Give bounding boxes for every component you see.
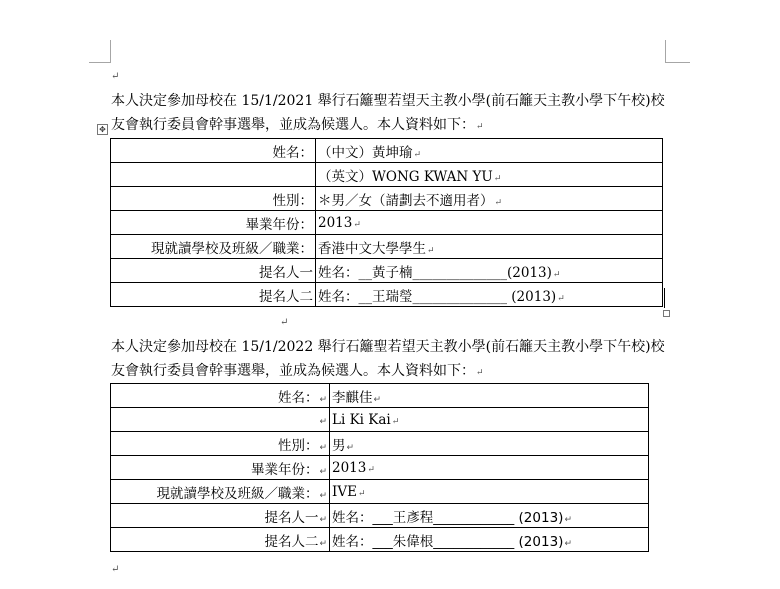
candidate-table-2022: [110, 383, 649, 552]
value-cell[interactable]: 男↵: [330, 432, 649, 456]
value-cell[interactable]: 香港中文大學學生↵: [316, 235, 663, 259]
value-cell[interactable]: 姓名：___王彥程____________ (2013)↵: [330, 504, 649, 528]
candidate-table-2021: [110, 138, 663, 307]
paragraph-mark: ↵: [476, 368, 484, 378]
table-resize-handle[interactable]: [663, 310, 670, 317]
table-row: [111, 139, 663, 163]
label-cell[interactable]: 畢業年份：: [111, 211, 316, 235]
label-cell[interactable]: 現就讀學校及班級／職業：: [111, 235, 316, 259]
value-cell[interactable]: IVE↵: [330, 480, 649, 504]
paragraph-mark: ↵: [111, 71, 120, 82]
value-cell[interactable]: （英文）WONG KWAN YU↵: [316, 163, 663, 187]
value-cell[interactable]: 姓名：___朱偉根____________ (2013)↵: [330, 528, 649, 552]
table-row: [111, 408, 649, 432]
paragraph-mark: ↵: [476, 122, 484, 132]
crop-mark-top-right: [665, 40, 690, 63]
crop-mark-top-left: [89, 40, 111, 63]
intro-text: 本人決定參加母校在 15/1/2022 舉行石籬聖若望天主教小學(前石籬天主教小學下午校)校友會執行委員會幹事選舉，並成為候選人。本人資料如下：: [111, 339, 665, 379]
value-cell[interactable]: 姓名：__王瑞瑩______________ (2013)↵: [316, 283, 663, 307]
label-cell[interactable]: 提名人二: [111, 283, 316, 307]
label-cell[interactable]: 提名人一↵: [111, 504, 330, 528]
table-row: [111, 504, 649, 528]
value-cell[interactable]: 2013↵: [330, 456, 649, 480]
label-cell[interactable]: 姓名：: [111, 139, 316, 163]
paragraph-mark: ↵: [111, 564, 120, 575]
value-cell[interactable]: Li Ki Kai↵: [330, 408, 649, 432]
table-row: [111, 384, 649, 408]
value-cell[interactable]: 2013↵: [316, 211, 663, 235]
table-row: [111, 187, 663, 211]
intro-paragraph-2[interactable]: [111, 335, 667, 385]
table-row: [111, 528, 649, 552]
value-cell[interactable]: ＊男／女（請劃去不適用者）↵: [316, 187, 663, 211]
label-cell[interactable]: 現就讀學校及班級／職業：↵: [111, 480, 330, 504]
table-row: [111, 283, 663, 307]
table-row: [111, 163, 663, 187]
text-cursor: [664, 288, 665, 308]
intro-text: 本人決定參加母校在 15/1/2021 舉行石籬聖若望天主教小學(前石籬天主教小學下午校)校友會執行委員會幹事選舉，並成為候選人。本人資料如下：: [111, 93, 665, 133]
value-cell[interactable]: 姓名：__黃子楠______________(2013)↵: [316, 259, 663, 283]
label-cell[interactable]: ↵: [111, 408, 330, 432]
label-cell[interactable]: 性別：↵: [111, 432, 330, 456]
table-move-handle-icon[interactable]: ✥: [97, 124, 108, 135]
label-cell[interactable]: 提名人二↵: [111, 528, 330, 552]
value-cell[interactable]: 李麒佳↵: [330, 384, 649, 408]
label-cell[interactable]: 畢業年份：↵: [111, 456, 330, 480]
label-cell[interactable]: 性別：: [111, 187, 316, 211]
table-row: [111, 235, 663, 259]
label-cell[interactable]: 姓名：↵: [111, 384, 330, 408]
table-row: [111, 456, 649, 480]
label-cell[interactable]: 提名人一: [111, 259, 316, 283]
value-cell[interactable]: （中文）黃坤瑜↵: [316, 139, 663, 163]
intro-paragraph-1[interactable]: [111, 89, 667, 139]
label-cell[interactable]: [111, 163, 316, 187]
table-row: [111, 259, 663, 283]
table-row: [111, 432, 649, 456]
paragraph-mark: ↵: [280, 317, 289, 328]
table-row: [111, 480, 649, 504]
table-row: [111, 211, 663, 235]
